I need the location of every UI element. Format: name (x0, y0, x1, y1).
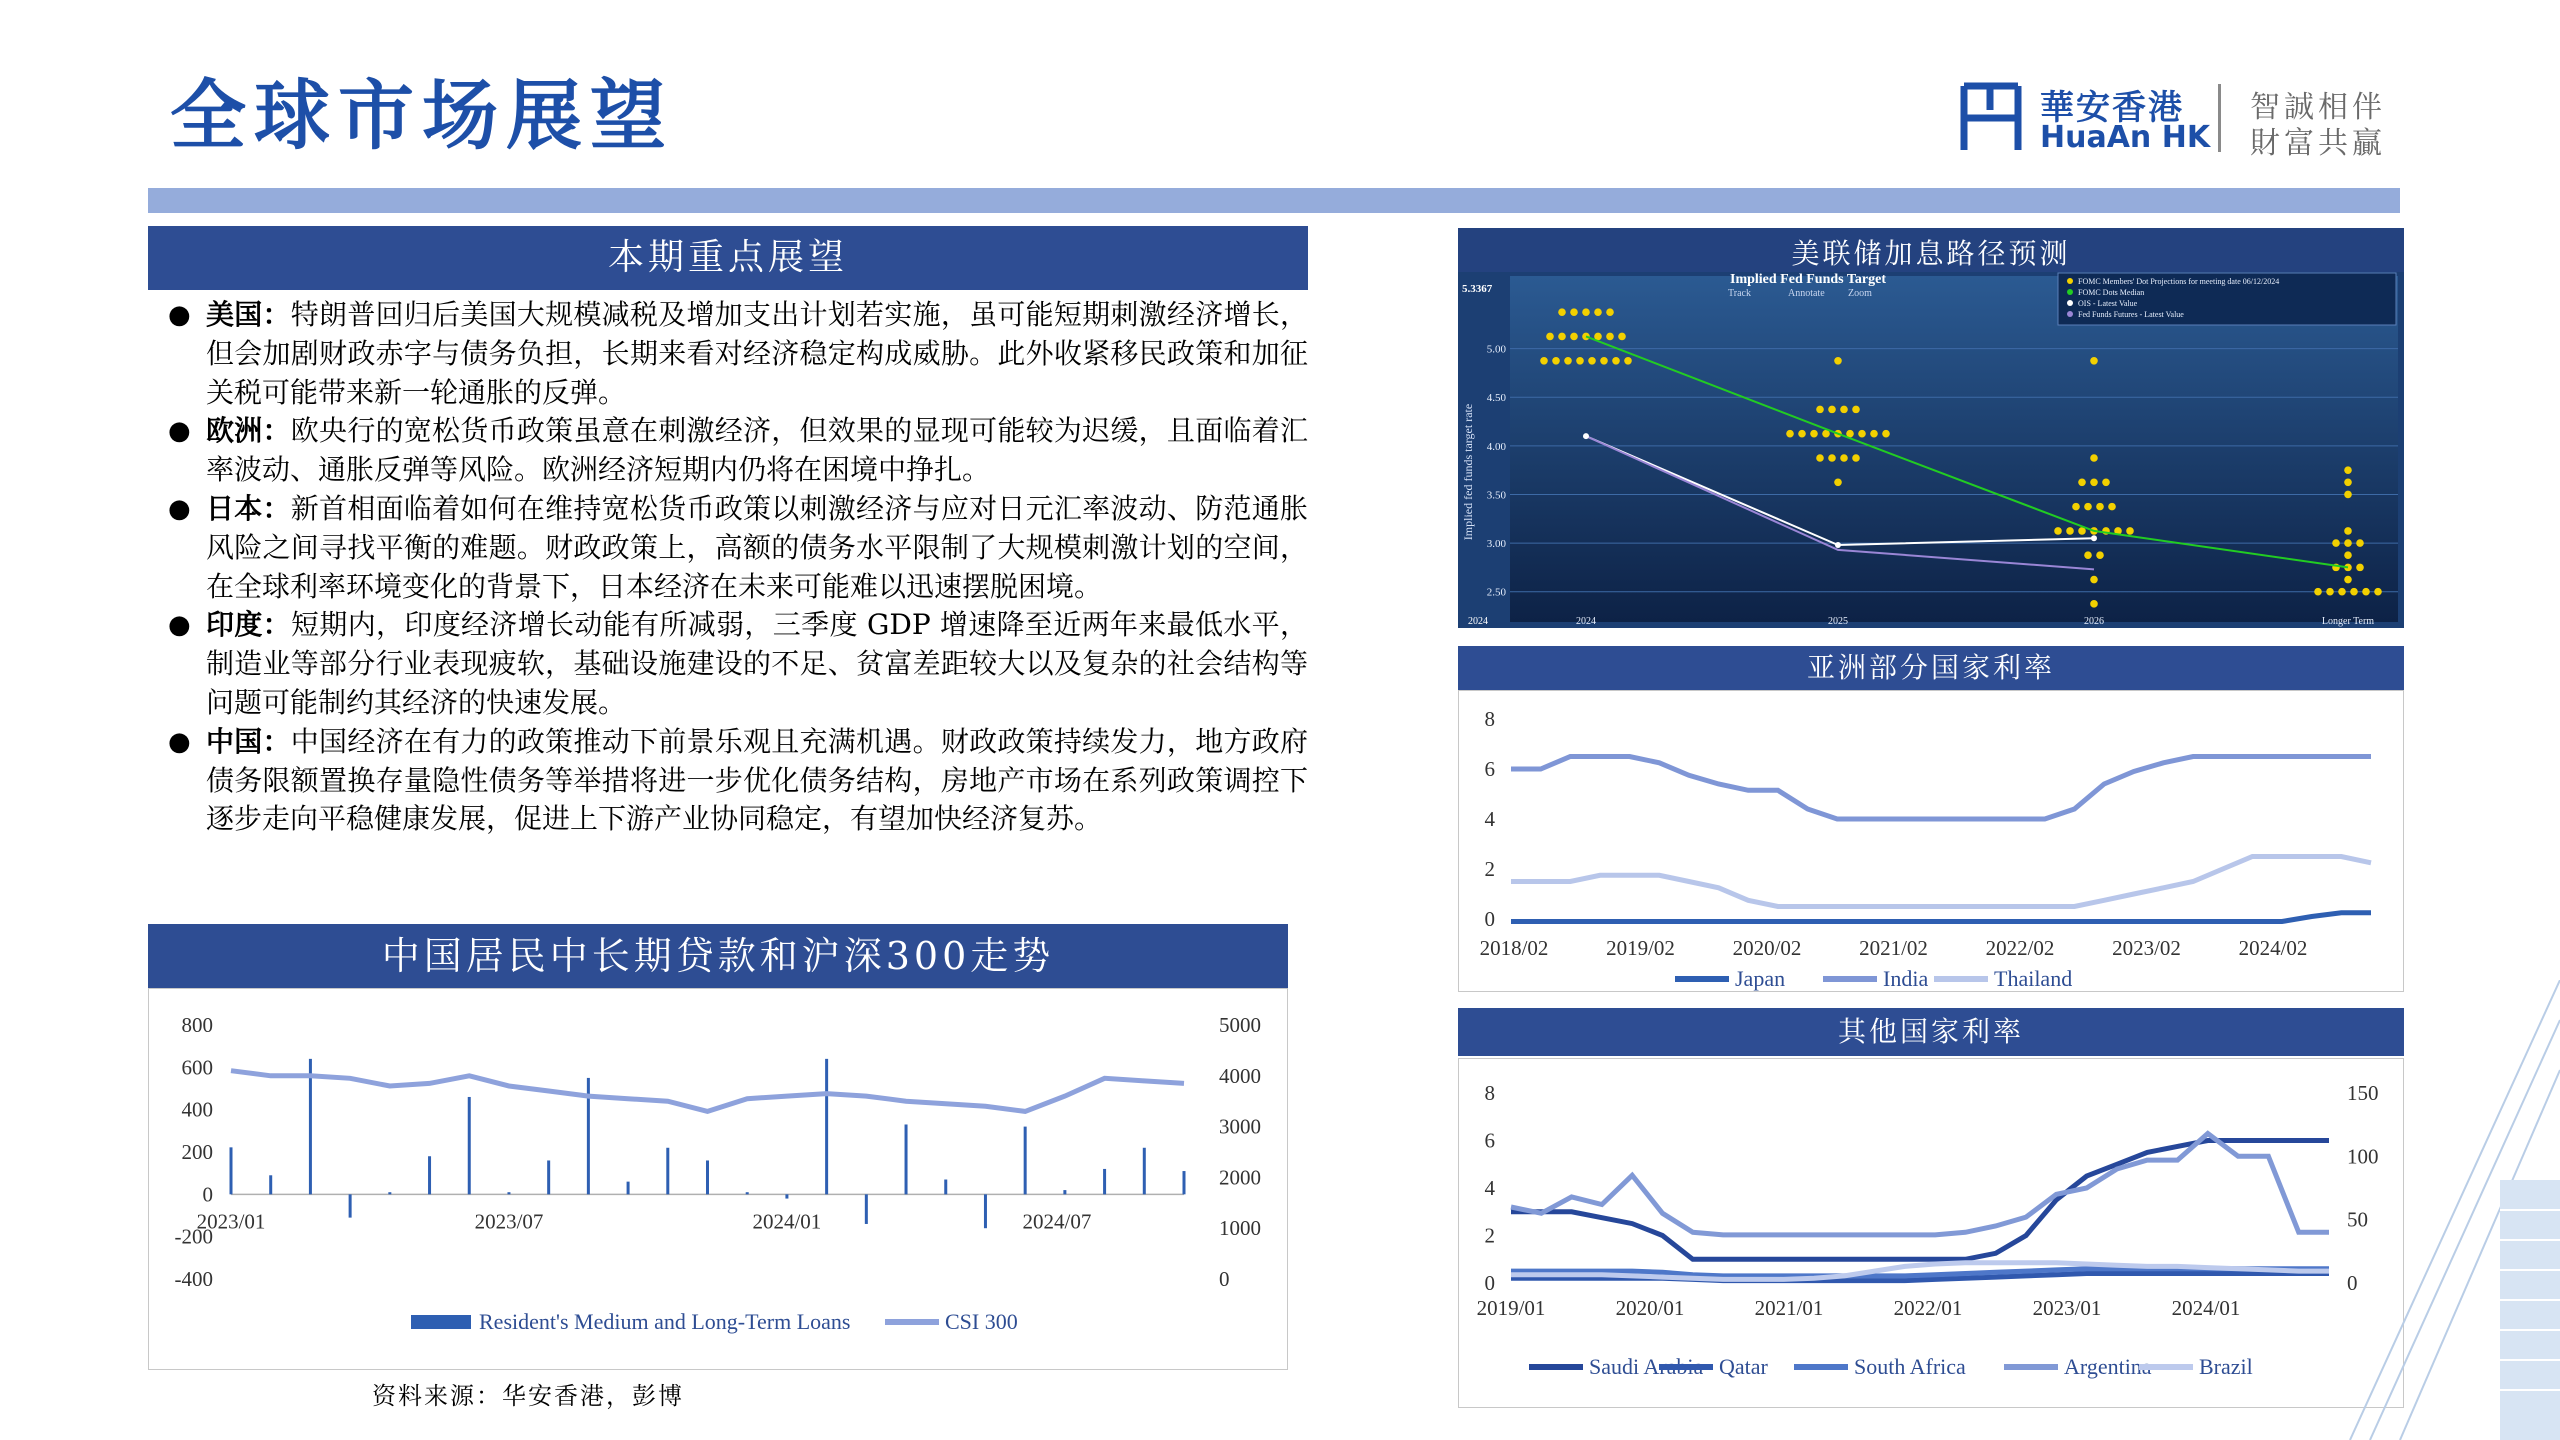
fed-corner-year: 2024 (1468, 616, 1488, 627)
outlook-text: 新首相面临着如何在维持宽松货币政策以刺激经济与应对日元汇率波动、防范通胀风险之间寻找平衡的难题。财政政策上，高额的债务水平限制了大规模刺激计划的空间，在全球利率环境变化的背景下，日本经济在未来可能难以迅速摆脱困境。 (206, 491, 1308, 603)
loans-chart-header: 中国居民中长期贷款和沪深300走势 (148, 924, 1288, 988)
loan-bar (309, 1059, 312, 1194)
other-x-tick: 2021/01 (1754, 1296, 1824, 1320)
fed-dot (1852, 406, 1860, 414)
asia-chart-box (1458, 690, 2404, 992)
fed-dot (1546, 333, 1554, 341)
outlook-region: 欧洲： (206, 414, 291, 448)
outlook-region: 美国： (206, 298, 291, 331)
fed-dot (2108, 503, 2116, 511)
loan-bar (547, 1160, 550, 1194)
fed-dot (1540, 357, 1548, 365)
y-tick-left: 600 (181, 1055, 213, 1080)
logo-name-en: HuaAn HK (2040, 120, 2211, 155)
other-x-tick: 2023/01 (2032, 1296, 2102, 1320)
slogan-line2: 財富共贏 (2250, 126, 2386, 161)
fed-dot (2344, 479, 2352, 487)
fed-dot (1798, 430, 1806, 438)
y-tick-left: 0 (202, 1182, 213, 1207)
fed-dot (1870, 430, 1878, 438)
y-tick-right: 0 (1219, 1267, 1230, 1291)
fed-y-label: Implied fed funds target rate (1461, 403, 1475, 541)
fed-dot (1828, 454, 1836, 462)
x-tick: 2024/01 (752, 1209, 822, 1234)
other-y-tick-left: 2 (1484, 1223, 1495, 1248)
asia-line-india (1511, 757, 2371, 820)
loan-bar (825, 1059, 828, 1194)
other-x-tick: 2024/01 (2171, 1296, 2241, 1320)
loan-bar (388, 1192, 391, 1194)
outlook-header: 本期重点展望 (148, 226, 1308, 290)
outlook-text: 短期内，印度经济增长动能有所减弱，三季度 GDP 增速降至近两年来最低水平，制造业等部分行业表现疲软，基础设施建设的不足、贫富差距较大以及复杂的社会结构等问题可能制约其经济的快速发展。 (206, 608, 1308, 719)
loan-bar (468, 1097, 471, 1194)
fed-y-tick: 4.00 (1486, 440, 1506, 453)
fed-dot (1582, 308, 1590, 316)
x-tick: 2023/07 (474, 1209, 544, 1234)
fed-dot (1606, 308, 1614, 316)
fed-dot (2344, 576, 2352, 584)
fed-dot (2344, 527, 2352, 535)
fed-dot (1816, 406, 1824, 414)
asia-chart-header: 亚洲部分国家利率 (1458, 646, 2404, 690)
other-x-tick: 2022/01 (1893, 1296, 1963, 1320)
loan-bar (349, 1194, 352, 1217)
fed-chart-box (1458, 272, 2404, 628)
fed-dot (1834, 479, 1842, 487)
fed-legend-label: FOMC Members' Dot Projections for meeting date 06/12/2024 (2078, 277, 2280, 286)
fed-dot (2338, 588, 2346, 596)
fed-legend-marker (2067, 300, 2073, 306)
fed-legend-label: FOMC Dots Median (2078, 288, 2145, 297)
fed-dot (1786, 430, 1794, 438)
fed-y-tick: 3.00 (1486, 538, 1506, 551)
outlook-item (168, 723, 1308, 839)
loan-bar (230, 1147, 233, 1194)
y-tick-right: 3000 (1219, 1114, 1261, 1139)
fed-corner-value: 5.3367 (1462, 283, 1493, 295)
loans-chart-box (148, 988, 1288, 1370)
fed-dot (1588, 357, 1596, 365)
fed-dot (2362, 588, 2370, 596)
fed-dot (2356, 539, 2364, 547)
y-tick-right: 4000 (1219, 1063, 1261, 1088)
asia-x-tick: 2024/02 (2238, 936, 2308, 960)
outlook-region: 日本： (206, 491, 291, 525)
fed-dot (2350, 588, 2358, 596)
fed-dot (2344, 551, 2352, 559)
other-legend-label: Brazil (2199, 1354, 2253, 1379)
asia-x-tick: 2021/02 (1859, 936, 1928, 960)
other-y-tick-right: 100 (2347, 1144, 2379, 1169)
other-legend-label: Saudi Arabia (1589, 1354, 1704, 1379)
asia-x-tick: 2022/02 (1985, 936, 2055, 960)
y-tick-right: 1000 (1219, 1216, 1261, 1241)
asia-y-tick: 8 (1484, 707, 1495, 731)
other-legend-label: Argentina (2064, 1354, 2152, 1379)
fed-toolbar-annotate: Annotate (1788, 288, 1825, 299)
fed-dot (2090, 454, 2098, 462)
fed-dot (1852, 454, 1860, 462)
legend-label-loans: Resident's Medium and Long-Term Loans (479, 1309, 851, 1334)
fed-ois-point (1583, 433, 1589, 439)
fed-dot (1552, 357, 1560, 365)
asia-x-tick: 2020/02 (1732, 936, 1802, 960)
fed-x-tick: 2024 (1576, 616, 1596, 627)
fed-dot (2066, 527, 2074, 535)
fed-legend-marker (2067, 311, 2073, 317)
fed-dot (2314, 588, 2322, 596)
asia-line-thailand (1511, 857, 2371, 907)
fed-legend-marker (2067, 289, 2073, 295)
other-x-tick: 2019/01 (1476, 1296, 1546, 1320)
fed-x-tick: 2025 (1828, 616, 1848, 627)
fed-dot (1810, 430, 1818, 438)
other-y-tick-right: 50 (2347, 1207, 2368, 1232)
outlook-item (168, 296, 1308, 412)
loan-bar (1063, 1190, 1066, 1194)
fed-dot (2054, 527, 2062, 535)
loan-bar (428, 1156, 431, 1194)
fed-dot (1834, 357, 1842, 365)
fed-dot (2344, 491, 2352, 499)
loan-bar (905, 1124, 908, 1194)
fed-dot (2356, 564, 2364, 572)
loan-bar (627, 1182, 630, 1195)
source-note: 资料来源：华安香港，彭博 (372, 1382, 684, 1410)
fed-dot (2326, 588, 2334, 596)
y-tick-left: 800 (181, 1013, 213, 1037)
fed-dot (2096, 503, 2104, 511)
outlook-text: 欧央行的宽松货币政策虽意在刺激经济，但效果的显现可能较为迟缓，且面临着汇率波动、通胀反弹等风险。欧洲经济短期内仍将在困境中挣扎。 (206, 414, 1308, 487)
fed-dot (1564, 357, 1572, 365)
fed-dot (1612, 357, 1620, 365)
huaan-logo-icon (1964, 86, 2018, 150)
fed-dot (2078, 479, 2086, 487)
other-chart-header: 其他国家利率 (1458, 1008, 2404, 1056)
fed-plot-bg (1510, 276, 2398, 622)
outlook-region: 中国： (206, 724, 291, 758)
fed-dot (1594, 308, 1602, 316)
fed-dot (1624, 357, 1632, 365)
fed-toolbar-track: Track (1728, 288, 1751, 299)
logo-divider (2218, 84, 2221, 152)
fed-dot (1558, 308, 1566, 316)
fed-legend-label: OIS - Latest Value (2078, 299, 2138, 308)
fed-dot (2090, 576, 2098, 584)
fed-dot (1606, 333, 1614, 341)
fed-dot (1558, 333, 1566, 341)
fed-dot (2096, 551, 2104, 559)
other-y-tick-left: 6 (1484, 1128, 1495, 1153)
slogan-line1: 智誠相伴 (2250, 90, 2386, 125)
fed-dot (2126, 527, 2134, 535)
fed-dot (1618, 333, 1626, 341)
fed-dot (2090, 357, 2098, 365)
fed-dot (2084, 503, 2092, 511)
outlook-text: 中国经济在有力的政策推动下前景乐观且充满机遇。财政政策持续发力，地方政府债务限额置换存量隐性债务等举措将进一步优化债务结构，房地产市场在系列政策调控下逐步走向平稳健康发展，促进上下游产业协同稳定，有望加快经济复苏。 (206, 724, 1308, 836)
fed-dot (2072, 503, 2080, 511)
fed-legend-marker (2067, 278, 2073, 284)
loan-bar (1024, 1127, 1027, 1195)
fed-dot (1570, 333, 1578, 341)
fed-dot (2344, 466, 2352, 474)
loan-bar (1183, 1171, 1186, 1194)
asia-y-tick: 6 (1484, 757, 1495, 781)
fed-ois-point (2091, 535, 2097, 541)
fed-y-tick: 4.50 (1486, 392, 1506, 405)
y-tick-right: 5000 (1219, 1013, 1261, 1037)
outlook-item (168, 490, 1308, 606)
fed-y-tick: 5.00 (1486, 343, 1506, 356)
fed-dot (2090, 600, 2098, 608)
fed-dot (1816, 454, 1824, 462)
asia-legend-label: Thailand (1994, 966, 2073, 991)
title-divider-band (148, 188, 2400, 213)
y-tick-right: 2000 (1219, 1165, 1261, 1190)
loan-bar (1103, 1169, 1106, 1194)
loan-bar (706, 1160, 709, 1194)
other-x-tick: 2020/01 (1615, 1296, 1685, 1320)
fed-dot (1858, 430, 1866, 438)
asia-y-tick: 2 (1484, 857, 1495, 881)
x-tick: 2024/07 (1022, 1209, 1092, 1234)
outlook-region: 印度： (206, 608, 292, 642)
fed-y-tick: 2.50 (1486, 586, 1506, 599)
x-tick: 2023/01 (196, 1209, 266, 1234)
asia-x-tick: 2019/02 (1606, 936, 1675, 960)
fed-dot (1828, 406, 1836, 414)
outlook-list (168, 296, 1308, 839)
other-y-tick-right: 150 (2347, 1081, 2379, 1105)
asia-x-tick: 2023/02 (2112, 936, 2181, 960)
fed-x-tick: Longer Term (2321, 616, 2375, 627)
other-y-tick-left: 8 (1484, 1081, 1495, 1105)
y-tick-left: 400 (181, 1097, 213, 1122)
loan-bar (984, 1194, 987, 1228)
csi300-line (231, 1071, 1184, 1112)
y-tick-left: -400 (174, 1267, 213, 1291)
fed-dot (2102, 479, 2110, 487)
outlook-item (168, 412, 1308, 490)
loan-bar (269, 1175, 272, 1194)
fed-toolbar-zoom: Zoom (1848, 288, 1872, 299)
y-tick-left: 200 (181, 1140, 213, 1164)
loan-bar (865, 1194, 868, 1224)
other-legend-label: South Africa (1854, 1354, 1966, 1379)
legend-label-csi: CSI 300 (945, 1309, 1018, 1334)
loans-csi-chart (149, 989, 1287, 1369)
loan-bar (746, 1192, 749, 1194)
asia-legend-label: Japan (1735, 966, 1786, 991)
asia-rates-chart (1459, 691, 2403, 991)
fed-dot (1882, 430, 1890, 438)
loan-bar (666, 1148, 669, 1195)
fed-legend-label: Fed Funds Futures - Latest Value (2078, 310, 2184, 319)
loan-bar (944, 1180, 947, 1195)
fed-dot (2090, 479, 2098, 487)
asia-y-tick: 4 (1484, 807, 1495, 831)
fed-dot (1576, 357, 1584, 365)
fed-dot (2344, 539, 2352, 547)
loan-bar (507, 1192, 510, 1194)
page-title: 全球市场展望 (170, 71, 674, 160)
fed-x-tick: 2026 (2084, 616, 2104, 627)
asia-legend-label: India (1883, 966, 1929, 991)
other-y-tick-right: 0 (2347, 1271, 2358, 1295)
asia-x-tick: 2018/02 (1479, 936, 1549, 960)
fed-chart-header: 美联储加息路径预测 (1791, 237, 2071, 270)
asia-line-japan (1511, 913, 2371, 922)
fed-inner-title: Implied Fed Funds Target (1730, 272, 1886, 287)
fed-dot (1600, 357, 1608, 365)
asia-y-tick: 0 (1484, 907, 1495, 931)
fed-dot (1840, 454, 1848, 462)
fed-dot (1840, 406, 1848, 414)
outlook-item (168, 606, 1308, 722)
fed-dot (2374, 588, 2382, 596)
other-y-tick-left: 0 (1484, 1271, 1495, 1295)
y-tick-left: -200 (174, 1224, 213, 1249)
fed-dot (2084, 551, 2092, 559)
outlook-text: 特朗普回归后美国大规模减税及增加支出计划若实施，虽可能短期刺激经济增长，但会加剧财政赤字与债务负担，长期来看对经济稳定构成威胁。此外收紧移民政策和加征关税可能带来新一轮通胀的反弹。 (206, 298, 1308, 409)
fed-y-tick: 3.50 (1486, 489, 1506, 502)
loan-bar (1143, 1148, 1146, 1195)
fed-ois-point (1835, 542, 1841, 548)
legend-swatch-loans (411, 1315, 471, 1329)
logo-name-cn: 華安香港 (2040, 88, 2184, 128)
decorative-building-graphic (2180, 980, 2560, 1440)
fed-dots-chart (1458, 272, 2404, 628)
fed-dot (2332, 539, 2340, 547)
other-legend-label: Qatar (1719, 1354, 1768, 1379)
loan-bar (785, 1194, 788, 1198)
other-y-tick-left: 4 (1484, 1176, 1495, 1200)
fed-dot (1570, 308, 1578, 316)
